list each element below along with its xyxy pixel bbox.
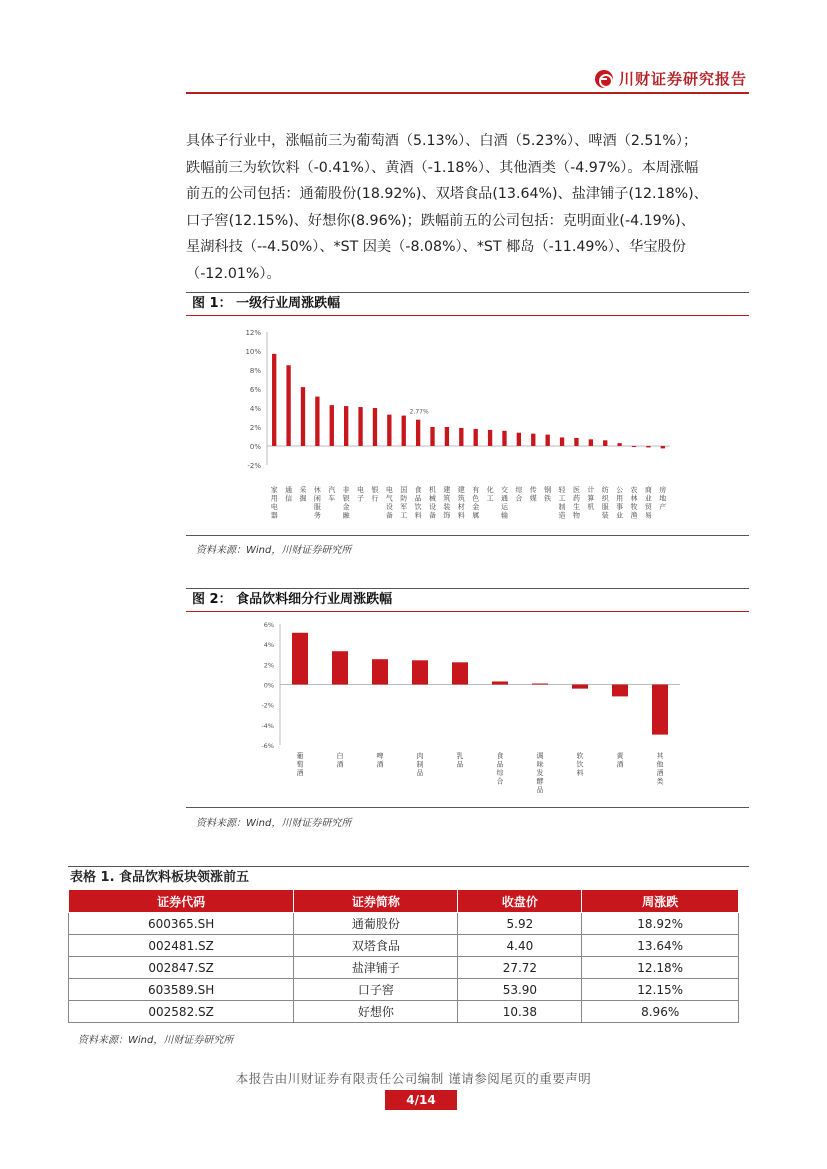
close-price: 5.92 <box>458 913 582 935</box>
table-source: 资料来源：Wind，川财证券研究所 <box>78 1035 234 1046</box>
x-category-label: 房地产 <box>659 486 667 511</box>
y-tick-label: 6% <box>263 621 274 629</box>
bar <box>560 437 564 446</box>
x-category-label: 国防军工 <box>400 486 408 520</box>
top-gainers-table <box>68 889 739 1023</box>
x-category-label: 啤酒 <box>376 752 384 769</box>
weekly-change: 13.64% <box>582 935 739 957</box>
y-tick-label: -2% <box>261 701 274 710</box>
weekly-change: 12.18% <box>582 957 739 979</box>
x-category-label: 家用电器 <box>270 486 278 520</box>
bar <box>272 354 276 446</box>
stock-code: 002582.SZ <box>69 1001 294 1023</box>
close-price: 53.90 <box>458 979 582 1001</box>
x-category-label: 非银金融 <box>342 486 350 520</box>
x-category-label: 电子 <box>357 486 365 503</box>
figure2-title: 图 2： 食品饮料细分行业周涨跌幅 <box>186 588 749 612</box>
bar <box>502 431 506 446</box>
bar <box>617 443 621 446</box>
paragraph-line: 口子窖(12.15%)、好想你(8.96%)；跌幅前五的公司包括：克明面业(-4.19%)、 <box>186 212 695 229</box>
y-tick-label: 2% <box>249 424 261 432</box>
x-category-label: 计算机 <box>587 486 595 511</box>
stock-name: 双塔食品 <box>294 935 458 957</box>
x-category-label: 银行 <box>371 486 379 503</box>
y-tick-label: 2% <box>263 661 274 670</box>
bar <box>661 446 665 448</box>
x-category-label: 调味发酵品 <box>536 752 544 794</box>
column-header: 证券简称 <box>294 890 458 913</box>
bar <box>301 387 305 446</box>
column-header: 收盘价 <box>458 890 582 913</box>
x-category-label: 葡萄酒 <box>296 752 304 777</box>
bar <box>344 406 348 446</box>
bar <box>492 681 508 684</box>
y-tick-label: 6% <box>249 386 261 394</box>
x-category-label: 综合 <box>515 486 523 503</box>
brand-logo-icon <box>595 70 613 88</box>
bar <box>632 446 636 447</box>
y-tick-label: 0% <box>263 681 274 690</box>
table-title: 表格 1. 食品饮料板块领涨前五 <box>68 866 749 888</box>
bar <box>589 439 593 446</box>
x-category-label: 采掘 <box>299 486 307 503</box>
x-category-label: 纺织服装 <box>601 486 609 520</box>
x-category-label: 商业贸易 <box>644 486 652 520</box>
bar <box>412 660 428 684</box>
figure1-source: 资料来源：Wind，川财证券研究所 <box>196 545 352 556</box>
bar <box>330 405 334 446</box>
y-tick-label: 4% <box>263 641 274 650</box>
column-header: 周涨跌 <box>582 890 739 913</box>
bar <box>488 430 492 446</box>
bar <box>402 416 406 446</box>
stock-name: 口子窖 <box>294 979 458 1001</box>
x-category-label: 软饮料 <box>576 752 584 777</box>
x-category-label: 其他酒类 <box>656 752 664 786</box>
x-category-label: 农林牧渔 <box>630 486 638 520</box>
x-category-label: 肉制品 <box>416 752 424 777</box>
bar <box>652 685 668 735</box>
table-row <box>69 1001 739 1023</box>
figure1-title: 图 1： 一级行业周涨跌幅 <box>186 292 749 316</box>
bar <box>315 397 319 446</box>
x-category-label: 通信 <box>285 486 293 503</box>
stock-name: 通葡股份 <box>294 913 458 935</box>
figure1-chart <box>200 320 680 535</box>
table-row <box>69 957 739 979</box>
figure2-bottom-rule <box>186 807 749 808</box>
paragraph-line: （-12.01%）。 <box>186 265 281 282</box>
stock-name: 盐津铺子 <box>294 957 458 979</box>
brand <box>595 68 747 89</box>
stock-code: 002847.SZ <box>69 957 294 979</box>
brand-title: 川财证券研究报告 <box>618 70 747 88</box>
y-tick-label: 4% <box>249 405 261 413</box>
bar <box>459 428 463 446</box>
x-category-label: 公用事业 <box>616 486 624 520</box>
y-tick-label: -2% <box>247 462 261 470</box>
bar <box>646 446 650 447</box>
table-header-row <box>69 890 739 913</box>
table-row <box>69 935 739 957</box>
close-price: 10.38 <box>458 1001 582 1023</box>
page-number: 4/14 <box>385 1090 457 1110</box>
bar <box>572 685 588 689</box>
body-paragraph <box>186 128 749 287</box>
close-price: 4.40 <box>458 935 582 957</box>
x-category-label: 食品综合 <box>496 752 504 786</box>
y-tick-label: 0% <box>249 443 261 451</box>
x-category-label: 黄酒 <box>616 752 624 769</box>
x-category-label: 电气设备 <box>385 486 393 520</box>
data-label: 2.77% <box>409 408 429 416</box>
bar <box>292 633 308 685</box>
bar <box>612 685 628 697</box>
bar <box>286 365 290 446</box>
x-category-label: 轻工制造 <box>558 486 566 520</box>
table-row <box>69 913 739 935</box>
x-category-label: 汽车 <box>328 486 336 503</box>
bar <box>372 659 388 684</box>
bar <box>517 433 521 446</box>
x-category-label: 建筑材料 <box>457 486 465 520</box>
x-category-label: 食品饮料 <box>414 486 422 520</box>
stock-code: 002481.SZ <box>69 935 294 957</box>
bar <box>373 408 377 446</box>
y-tick-label: -4% <box>261 721 274 730</box>
paragraph-line: 前五的公司包括：通葡股份(18.92%)、双塔食品(13.64%)、盐津铺子(12.18%)、 <box>186 186 708 202</box>
y-tick-label: -6% <box>261 742 274 750</box>
close-price: 27.72 <box>458 957 582 979</box>
bar <box>532 683 548 684</box>
bar <box>358 407 362 446</box>
footer-disclaimer: 本报告由川财证券有限责任公司编制 谨请参阅尾页的重要声明 <box>235 1071 592 1086</box>
figure2-chart <box>250 616 680 801</box>
paragraph-line: 星湖科技（--4.50%）、*ST 因美（-8.08%）、*ST 椰岛（-11.49%）、华宝股份 <box>186 239 686 255</box>
x-category-label: 机械设备 <box>429 486 437 520</box>
bar <box>474 429 478 446</box>
paragraph-line: 跌幅前三为软饮料（-0.41%）、黄酒（-1.18%）、其他酒类（-4.97%）。本周涨幅 <box>186 159 699 176</box>
x-category-label: 建筑装饰 <box>443 486 451 520</box>
y-tick-label: 12% <box>245 329 261 337</box>
header-rule <box>186 92 749 94</box>
stock-code: 603589.SH <box>69 979 294 1001</box>
x-category-label: 休闲服务 <box>313 486 321 520</box>
y-tick-label: 8% <box>249 367 261 375</box>
column-header: 证券代码 <box>69 890 294 913</box>
weekly-change: 18.92% <box>582 913 739 935</box>
stock-name: 好想你 <box>294 1001 458 1023</box>
x-category-label: 乳品 <box>456 752 464 769</box>
stock-code: 600365.SH <box>69 913 294 935</box>
x-category-label: 医药生物 <box>572 486 580 520</box>
bar <box>430 427 434 446</box>
paragraph-line: 具体子行业中，涨幅前三为葡萄酒（5.13%）、白酒（5.23%）、啤酒（2.51%）； <box>186 133 698 149</box>
y-tick-label: 10% <box>245 348 261 356</box>
figure1-bottom-rule <box>186 535 749 536</box>
x-category-label: 钢铁 <box>544 486 552 503</box>
bar <box>452 662 468 684</box>
x-category-label: 传媒 <box>529 486 537 503</box>
x-category-label: 化工 <box>486 486 494 503</box>
bar <box>603 440 607 446</box>
page-header <box>186 62 749 94</box>
table-row <box>69 979 739 1001</box>
bar <box>332 651 348 684</box>
x-category-label: 有色金属 <box>472 486 480 520</box>
x-category-label: 白酒 <box>336 752 344 769</box>
x-category-label: 交通运输 <box>500 486 508 520</box>
bar <box>574 438 578 446</box>
bar <box>546 435 550 446</box>
bar <box>531 434 535 446</box>
bar <box>416 420 420 446</box>
figure2-source: 资料来源：Wind，川财证券研究所 <box>196 818 352 829</box>
weekly-change: 8.96% <box>582 1001 739 1023</box>
weekly-change: 12.15% <box>582 979 739 1001</box>
bar <box>445 427 449 446</box>
bar <box>387 415 391 446</box>
